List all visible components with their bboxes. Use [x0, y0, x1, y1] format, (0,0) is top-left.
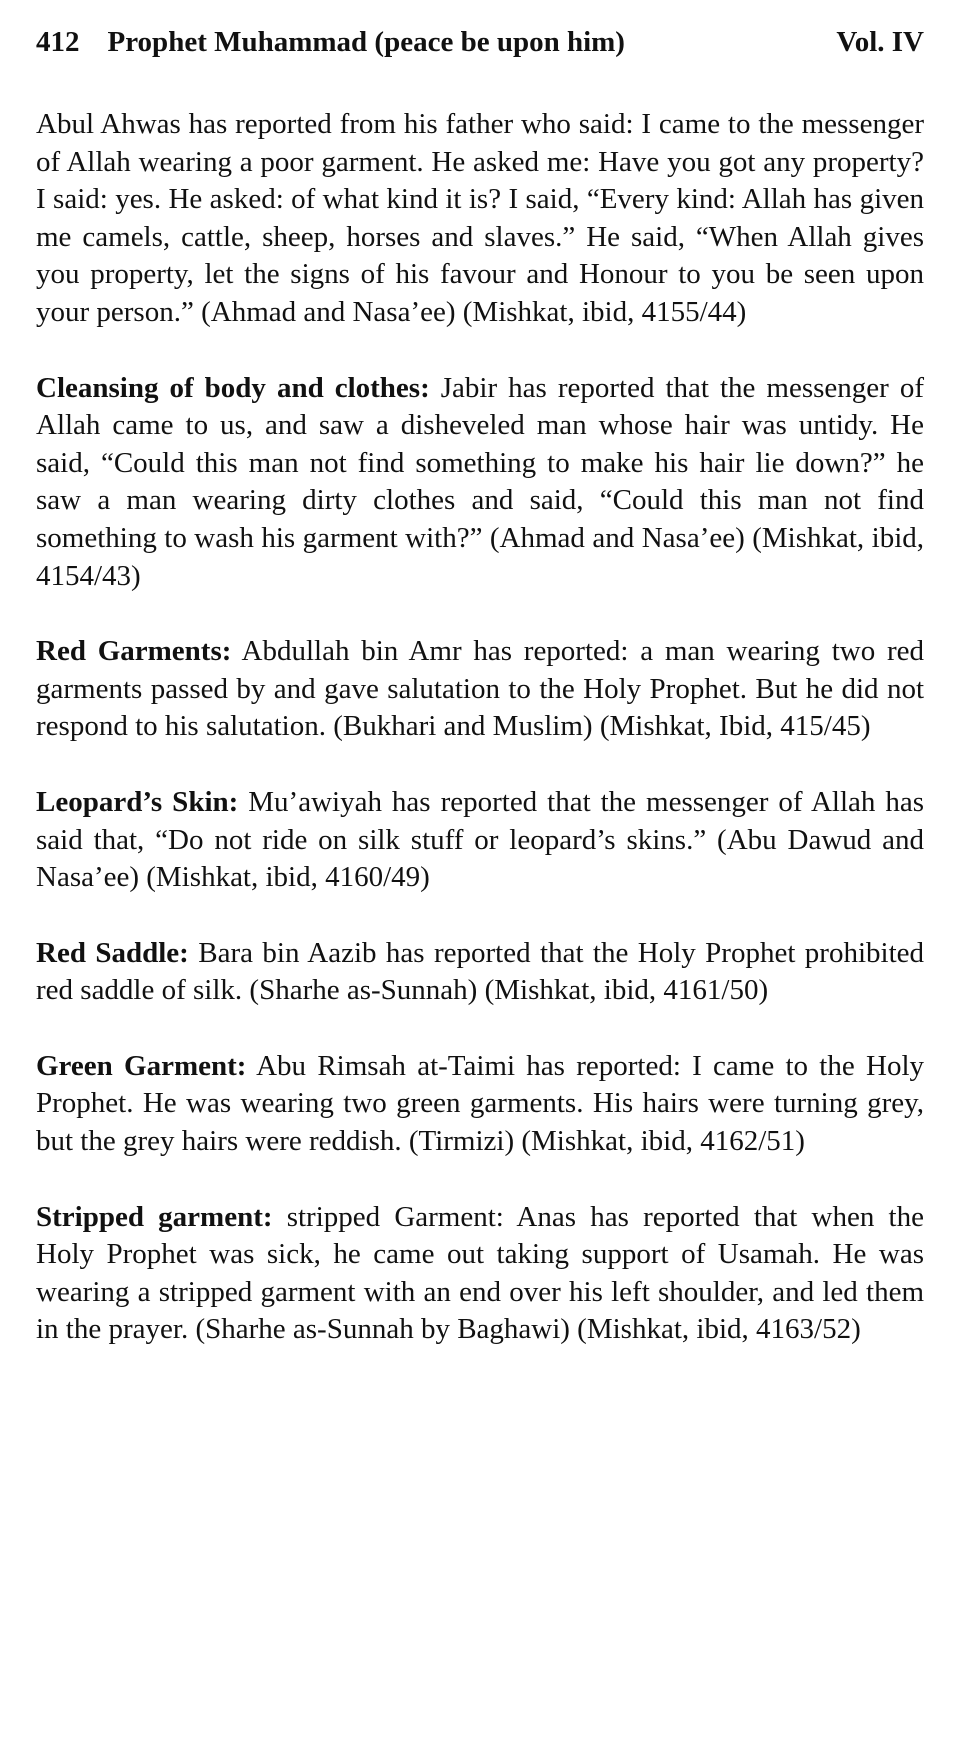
paragraph-body: Abul Ahwas has reported from his father who said: I came to the messenger of Allah wearing a poor garment. He asked me: Have you got any property? I said: yes. He asked: of what kind it is? I said, “Every kind: Allah has given me camels, cattle, sheep, horses and slaves.” He said, “When Allah gives you property, let the signs of his favour and Honour to you be seen upon your person.” (Ahmad and Nasa’ee) (Mishkat, ibid, 4155/44): [36, 108, 924, 328]
body-text: [36, 106, 924, 1349]
book-page: [36, 22, 924, 1387]
paragraph-heading: Red Garments:: [36, 635, 232, 668]
paragraph-body: Abdullah bin Amr has reported: a man wearing two red garments passed by and gave salutation to the Holy Prophet. But he did not respond to his salutation. (Bukhari and Muslim) (Mishkat, Ibid, 415/45): [36, 635, 924, 743]
running-header: [36, 22, 924, 62]
paragraph-red-saddle: [36, 935, 924, 1010]
paragraph-heading: Cleansing of body and clothes:: [36, 371, 430, 404]
paragraph-body: stripped Garment: Anas has reported that when the Holy Prophet was sick, he came out taking support of Usamah. He was wearing a stripped garment with an end over his left shoulder, and led them in the prayer. (Sharhe as-Sunnah by Baghawi) (Mishkat, ibid, 4163/52): [36, 1200, 924, 1346]
paragraph-body: Jabir has reported that the messenger of Allah came to us, and saw a disheveled man whose hair was untidy. He said, “Could this man not find something to make his hair lie down?” he saw a man wearing dirty clothes and said, “Could this man not find something to wash his garment with?” (Ahmad and Nasa’ee) (Mishkat, ibid, 4154/43): [36, 371, 924, 592]
paragraph-leopards-skin: [36, 784, 924, 897]
paragraph-body: Mu’awiyah has reported that the messenger of Allah has said that, “Do not ride on silk stuff or leopard’s skins.” (Abu Dawud and Nasa’ee) (Mishkat, ibid, 4160/49): [36, 785, 925, 894]
paragraph-heading: Leopard’s Skin:: [36, 785, 239, 818]
paragraph-heading: Stripped garment:: [36, 1200, 273, 1233]
paragraph-green-garment: [36, 1048, 924, 1161]
volume-label: Vol. IV: [836, 26, 924, 58]
book-title: Prophet Muhammad (peace be upon him): [107, 26, 625, 58]
paragraph-body: Bara bin Aazib has reported that the Holy Prophet prohibited red saddle of silk. (Sharhe as-Sunnah) (Mishkat, ibid, 4161/50): [36, 936, 924, 1007]
paragraph-abul-ahwas: [36, 106, 924, 332]
paragraph-heading: Green Garment:: [36, 1049, 247, 1082]
paragraph-heading: Red Saddle:: [36, 936, 189, 969]
paragraph-stripped-garment: [36, 1199, 924, 1349]
paragraph-body: Abu Rimsah at-Taimi has reported: I came to the Holy Prophet. He was wearing two green garments. His hairs were turning grey, but the grey hairs were reddish. (Tirmizi) (Mishkat, ibid, 4162/51): [36, 1049, 925, 1158]
paragraph-red-garments: [36, 633, 924, 746]
page-number: 412: [36, 26, 80, 58]
paragraph-cleansing: [36, 370, 924, 596]
header-left: [36, 22, 625, 62]
